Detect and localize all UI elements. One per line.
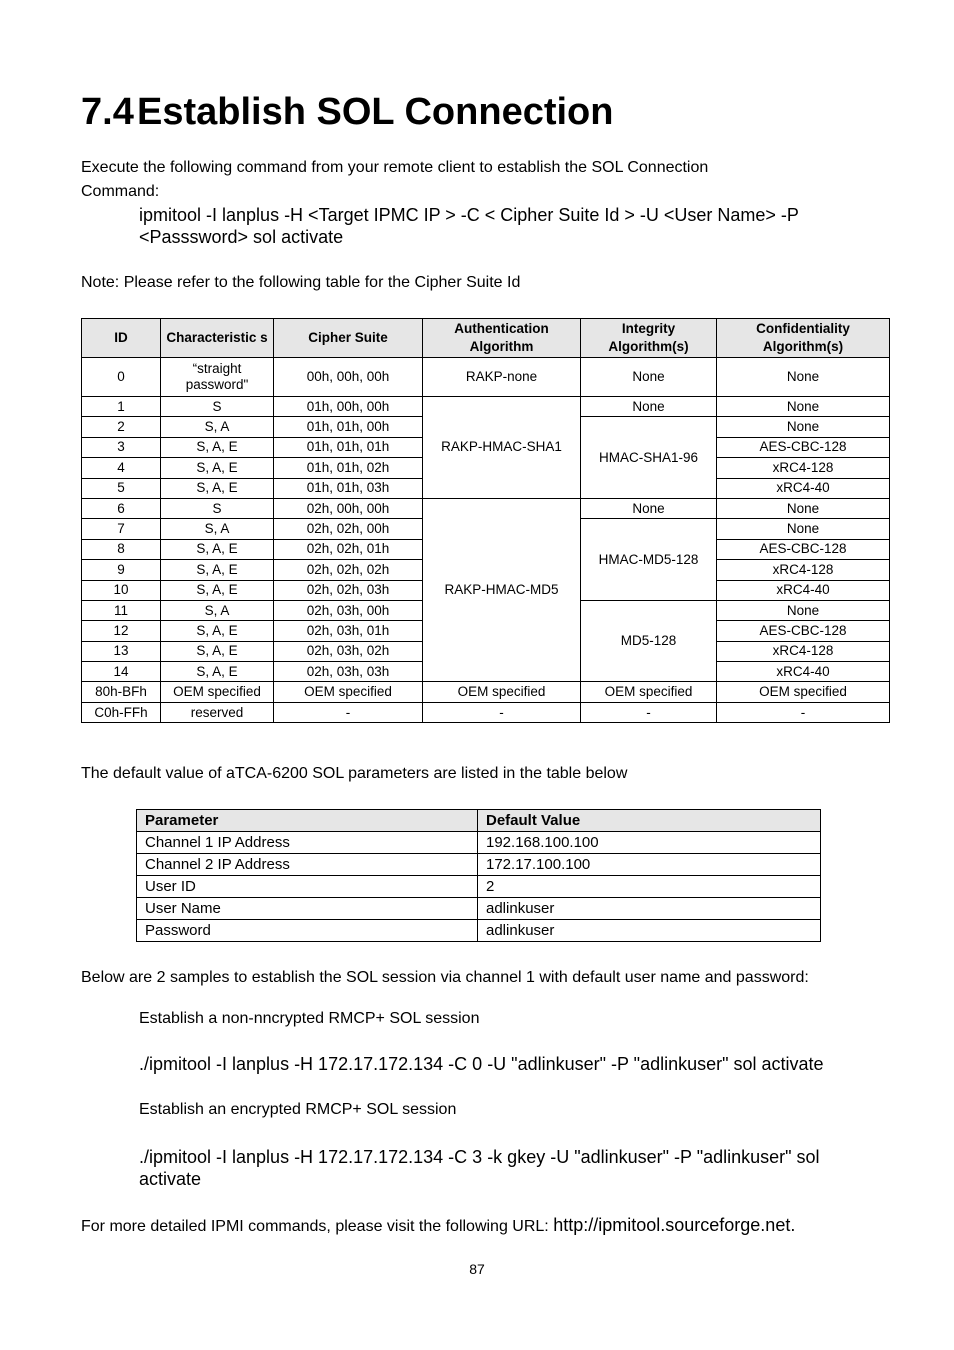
cell-parameter: User ID bbox=[137, 876, 478, 898]
sample2-label: Establish an encrypted RMCP+ SOL session bbox=[139, 1101, 457, 1118]
cell-parameter: User Name bbox=[137, 898, 478, 920]
table-row bbox=[82, 397, 890, 417]
more-info-line bbox=[81, 1213, 795, 1239]
command-syntax-line-1: ipmitool -I lanplus -H <Target IPMC IP > -C < Cipher Suite Id > -U <User Name> -P bbox=[139, 205, 799, 225]
cell-confidentiality: AES-CBC-128 bbox=[717, 621, 890, 641]
header-characteristics: Characteristic s bbox=[161, 319, 274, 358]
table-row bbox=[137, 920, 821, 942]
cell-cipher-suite: 01h, 01h, 03h bbox=[274, 478, 423, 498]
cell-cipher-suite: 00h, 00h, 00h bbox=[274, 358, 423, 397]
cell-id: 14 bbox=[82, 662, 161, 682]
more-info-text: For more detailed IPMI commands, please visit the following URL: bbox=[81, 1218, 554, 1235]
cell-id: 4 bbox=[82, 458, 161, 478]
cell-cipher-suite: 02h, 03h, 00h bbox=[274, 600, 423, 620]
defaults-intro: The default value of aTCA-6200 SOL parameters are listed in the table below bbox=[81, 765, 628, 782]
cell-auth: OEM specified bbox=[423, 682, 581, 702]
cell-integrity: OEM specified bbox=[581, 682, 717, 702]
table-row bbox=[82, 358, 890, 397]
table-row bbox=[82, 682, 890, 702]
header-auth: Authentication Algorithm bbox=[423, 319, 581, 358]
cell-confidentiality: xRC4-128 bbox=[717, 560, 890, 580]
cell-confidentiality: - bbox=[717, 702, 890, 722]
cell-characteristics: S, A, E bbox=[161, 478, 274, 498]
section-number: 7.4 bbox=[81, 91, 134, 133]
table-row bbox=[137, 854, 821, 876]
cell-value: 192.168.100.100 bbox=[478, 832, 821, 854]
table-row bbox=[137, 832, 821, 854]
cell-characteristics: S bbox=[161, 397, 274, 417]
cell-value: adlinkuser bbox=[478, 898, 821, 920]
table-row bbox=[137, 898, 821, 920]
sample2-command-line-1: ./ipmitool -I lanplus -H 172.17.172.134 -C 3 -k gkey -U "adlinkuser" -P "adlinkuser" sol bbox=[139, 1147, 820, 1167]
cell-parameter: Channel 1 IP Address bbox=[137, 832, 478, 854]
cell-cipher-suite: 02h, 02h, 00h bbox=[274, 519, 423, 539]
command-syntax-line-2: <Passsword> sol activate bbox=[139, 227, 344, 247]
section-heading bbox=[81, 90, 613, 134]
header-confidentiality: Confidentiality Algorithm(s) bbox=[717, 319, 890, 358]
cell-characteristics: S, A, E bbox=[161, 560, 274, 580]
cell-value: 2 bbox=[478, 876, 821, 898]
cell-confidentiality: None bbox=[717, 397, 890, 417]
cell-characteristics: S, A bbox=[161, 417, 274, 437]
cell-cipher-suite: 02h, 03h, 01h bbox=[274, 621, 423, 641]
cell-confidentiality: xRC4-40 bbox=[717, 580, 890, 600]
cell-integrity: HMAC-MD5-128 bbox=[581, 519, 717, 601]
page-number: 87 bbox=[469, 1261, 485, 1277]
header-cipher-suite: Cipher Suite bbox=[274, 319, 423, 358]
cell-id: 13 bbox=[82, 641, 161, 661]
cell-integrity: None bbox=[581, 397, 717, 417]
sample1-label: Establish a non-nncrypted RMCP+ SOL session bbox=[139, 1010, 480, 1027]
cell-characteristics: S, A, E bbox=[161, 539, 274, 559]
cell-cipher-suite: 01h, 01h, 01h bbox=[274, 437, 423, 457]
cell-characteristics: “straight password" bbox=[161, 358, 274, 397]
cipher-table-header bbox=[82, 319, 890, 358]
cell-value: 172.17.100.100 bbox=[478, 854, 821, 876]
cell-confidentiality: AES-CBC-128 bbox=[717, 539, 890, 559]
cell-cipher-suite: 01h, 01h, 02h bbox=[274, 458, 423, 478]
cell-id: 11 bbox=[82, 600, 161, 620]
cell-id: 80h-BFh bbox=[82, 682, 161, 702]
cell-id: 10 bbox=[82, 580, 161, 600]
cell-confidentiality: None bbox=[717, 417, 890, 437]
cell-confidentiality: xRC4-128 bbox=[717, 641, 890, 661]
intro-line-1: Execute the following command from your remote client to establish the SOL Connection bbox=[81, 159, 709, 176]
cell-cipher-suite: 02h, 02h, 02h bbox=[274, 560, 423, 580]
cell-id: 5 bbox=[82, 478, 161, 498]
cell-id: 12 bbox=[82, 621, 161, 641]
cell-cipher-suite: 01h, 00h, 00h bbox=[274, 397, 423, 417]
cell-integrity: HMAC-SHA1-96 bbox=[581, 417, 717, 499]
cell-id: 7 bbox=[82, 519, 161, 539]
table-row bbox=[82, 702, 890, 722]
cell-cipher-suite: - bbox=[274, 702, 423, 722]
header-integrity: Integrity Algorithm(s) bbox=[581, 319, 717, 358]
cell-confidentiality: None bbox=[717, 358, 890, 397]
cell-integrity: None bbox=[581, 358, 717, 397]
intro-line-2: Command: bbox=[81, 183, 160, 200]
cell-integrity: - bbox=[581, 702, 717, 722]
cell-confidentiality: AES-CBC-128 bbox=[717, 437, 890, 457]
cell-characteristics: S, A, E bbox=[161, 662, 274, 682]
cell-id: 6 bbox=[82, 498, 161, 518]
sample1-command: ./ipmitool -I lanplus -H 172.17.172.134 -C 0 -U "adlinkuser" -P "adlinkuser" sol activate bbox=[139, 1054, 824, 1074]
cell-confidentiality: OEM specified bbox=[717, 682, 890, 702]
cell-cipher-suite: 02h, 02h, 03h bbox=[274, 580, 423, 600]
cell-characteristics: S, A, E bbox=[161, 458, 274, 478]
table-row bbox=[137, 876, 821, 898]
table-row bbox=[82, 498, 890, 518]
cell-auth: RAKP-HMAC-SHA1 bbox=[423, 397, 581, 499]
cell-parameter: Password bbox=[137, 920, 478, 942]
cell-cipher-suite: 02h, 02h, 01h bbox=[274, 539, 423, 559]
cell-confidentiality: xRC4-128 bbox=[717, 458, 890, 478]
cell-characteristics: S, A, E bbox=[161, 641, 274, 661]
cell-auth: RAKP-none bbox=[423, 358, 581, 397]
cell-characteristics: OEM specified bbox=[161, 682, 274, 702]
cell-confidentiality: None bbox=[717, 519, 890, 539]
cell-characteristics: reserved bbox=[161, 702, 274, 722]
cell-cipher-suite: 02h, 03h, 03h bbox=[274, 662, 423, 682]
section-title: Establish SOL Connection bbox=[137, 91, 614, 133]
cell-confidentiality: xRC4-40 bbox=[717, 478, 890, 498]
cell-id: 3 bbox=[82, 437, 161, 457]
cell-integrity: MD5-128 bbox=[581, 600, 717, 682]
cell-auth: RAKP-HMAC-MD5 bbox=[423, 498, 581, 682]
cell-characteristics: S, A, E bbox=[161, 580, 274, 600]
cell-auth: - bbox=[423, 702, 581, 722]
cipher-note: Note: Please refer to the following table for the Cipher Suite Id bbox=[81, 274, 521, 291]
cell-characteristics: S bbox=[161, 498, 274, 518]
header-id: ID bbox=[82, 319, 161, 358]
samples-intro: Below are 2 samples to establish the SOL session via channel 1 with default user name and password: bbox=[81, 969, 809, 986]
cell-confidentiality: None bbox=[717, 600, 890, 620]
ipmitool-url-link[interactable]: http://ipmitool.sourceforge.net bbox=[553, 1215, 791, 1235]
cell-characteristics: S, A bbox=[161, 600, 274, 620]
cell-parameter: Channel 2 IP Address bbox=[137, 854, 478, 876]
cell-id: 9 bbox=[82, 560, 161, 580]
cell-id: 8 bbox=[82, 539, 161, 559]
cell-value: adlinkuser bbox=[478, 920, 821, 942]
cell-id: C0h-FFh bbox=[82, 702, 161, 722]
header-default-value: Default Value bbox=[478, 810, 821, 832]
cell-confidentiality: None bbox=[717, 498, 890, 518]
sample2-command-line-2: activate bbox=[139, 1169, 202, 1189]
cell-id: 2 bbox=[82, 417, 161, 437]
cipher-suite-table bbox=[81, 318, 890, 723]
cell-integrity: None bbox=[581, 498, 717, 518]
cell-cipher-suite: 02h, 03h, 02h bbox=[274, 641, 423, 661]
url-period: . bbox=[790, 1215, 796, 1235]
sol-parameters-table bbox=[136, 809, 821, 942]
header-parameter: Parameter bbox=[137, 810, 478, 832]
cell-cipher-suite: 02h, 00h, 00h bbox=[274, 498, 423, 518]
cell-confidentiality: xRC4-40 bbox=[717, 662, 890, 682]
cell-characteristics: S, A bbox=[161, 519, 274, 539]
params-table-header bbox=[137, 810, 821, 832]
cell-characteristics: S, A, E bbox=[161, 437, 274, 457]
cell-characteristics: S, A, E bbox=[161, 621, 274, 641]
cell-id: 0 bbox=[82, 358, 161, 397]
cell-cipher-suite: 01h, 01h, 00h bbox=[274, 417, 423, 437]
cell-id: 1 bbox=[82, 397, 161, 417]
cell-cipher-suite: OEM specified bbox=[274, 682, 423, 702]
